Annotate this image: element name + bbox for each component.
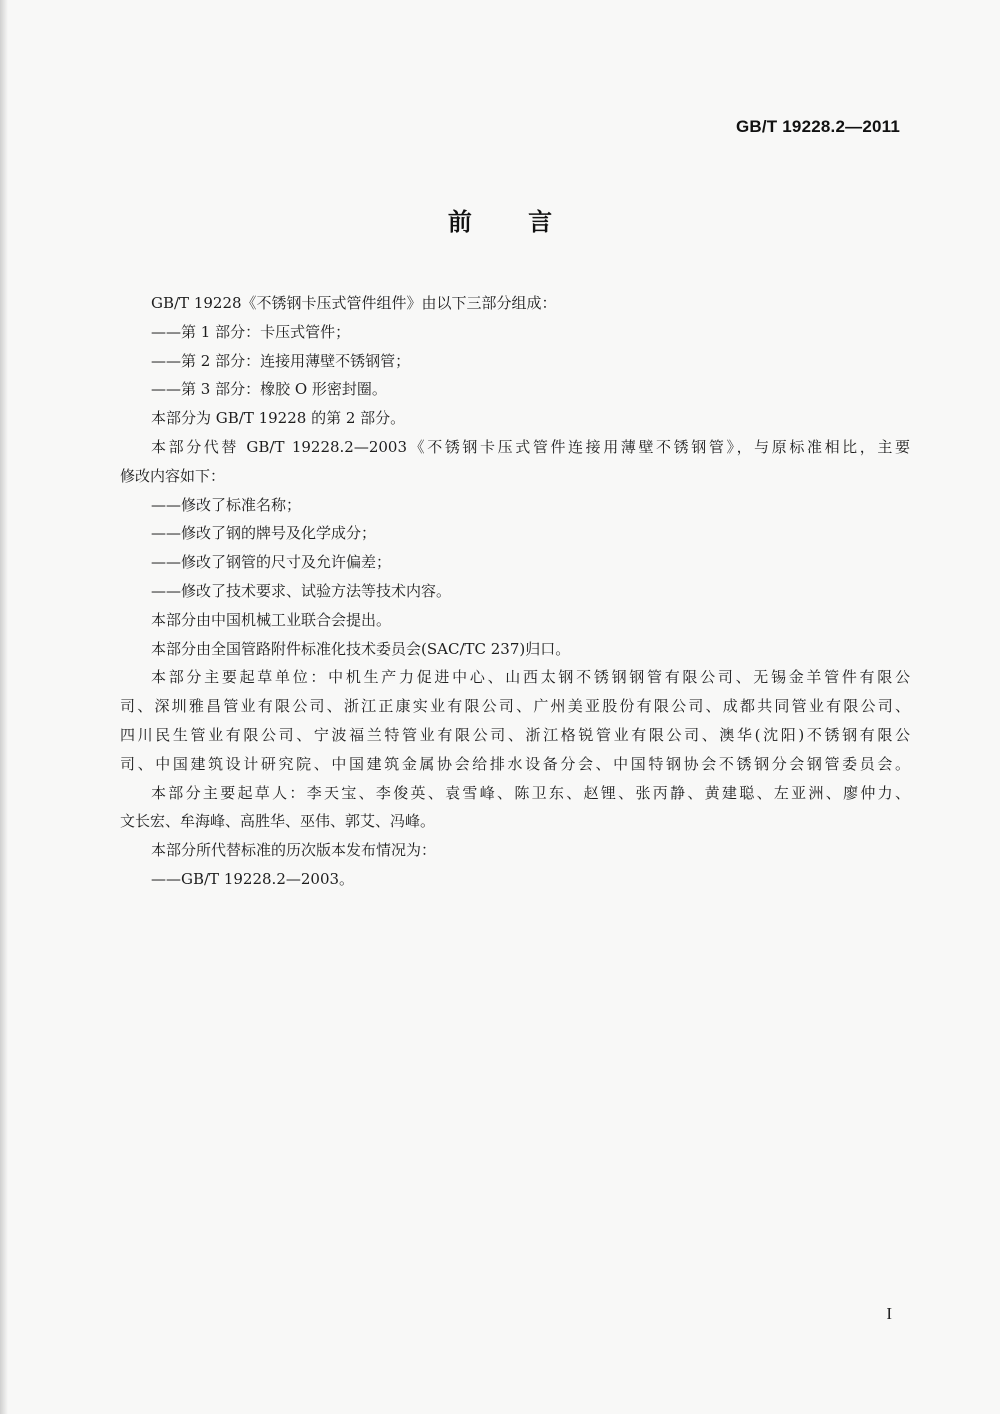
text-line: GB/T 19228《不锈钢卡压式管件组件》由以下三部分组成： — [151, 294, 557, 312]
text-line: 司、中国建筑设计研究院、中国建筑金属协会给排水设备分会、中国特钢协会不锈钢分会钢管委员会。 — [120, 754, 910, 773]
text-line: 本部分为 GB/T 19228 的第 2 部分。 — [151, 409, 406, 428]
text-line: 本部分由中国机械工业联合会提出。 — [151, 610, 392, 629]
text-line: 本部分由全国管路附件标准化技术委员会(SAC/TC 237)归口。 — [151, 639, 571, 658]
text-line: ——GB/T 19228.2—2003。 — [151, 869, 355, 888]
text-line: ——修改了钢管的尺寸及允许偏差； — [151, 553, 392, 572]
text-line: ——第 2 部分：连接用薄壁不锈钢管； — [151, 351, 411, 370]
text-line: ——修改了标准名称； — [151, 495, 302, 514]
text-line: 本部分主要起草人：李天宝、李俊英、袁雪峰、陈卫东、赵锂、张丙静、黄建聪、左亚洲、廖仲力、 — [151, 783, 910, 802]
text-line: 司、深圳雅昌管业有限公司、浙江正康实业有限公司、广州美亚股份有限公司、成都共同管业有限公司、 — [120, 697, 910, 716]
document-code: GB/T 19228.2—2011 — [735, 117, 900, 136]
page-title: 前 言 — [447, 208, 577, 236]
page-number: I — [886, 1304, 892, 1323]
text-line: 修改内容如下： — [120, 466, 226, 485]
text-line: ——修改了钢的牌号及化学成分； — [151, 524, 377, 543]
text-line: 本部分代替 GB/T 19228.2—2003《不锈钢卡压式管件连接用薄壁不锈钢管》，与原标准相比，主要 — [151, 437, 910, 456]
text-line: ——第 1 部分：卡压式管件； — [151, 322, 351, 341]
foreword-body — [120, 289, 910, 894]
text-line: 本部分主要起草单位：中机生产力促进中心、山西太钢不锈钢钢管有限公司、无锡金羊管件有限公 — [151, 668, 910, 687]
text-line: ——修改了技术要求、试验方法等技术内容。 — [151, 581, 452, 600]
text-line: 四川民生管业有限公司、宁波福兰特管业有限公司、浙江格锐管业有限公司、澳华(沈阳)不锈钢有限公 — [120, 725, 910, 744]
text-line: 文长宏、牟海峰、高胜华、巫伟、郭艾、冯峰。 — [120, 812, 436, 831]
text-line: ——第 3 部分：橡胶 O 形密封圈。 — [151, 380, 387, 399]
text-line: 本部分所代替标准的历次版本发布情况为： — [151, 841, 437, 860]
